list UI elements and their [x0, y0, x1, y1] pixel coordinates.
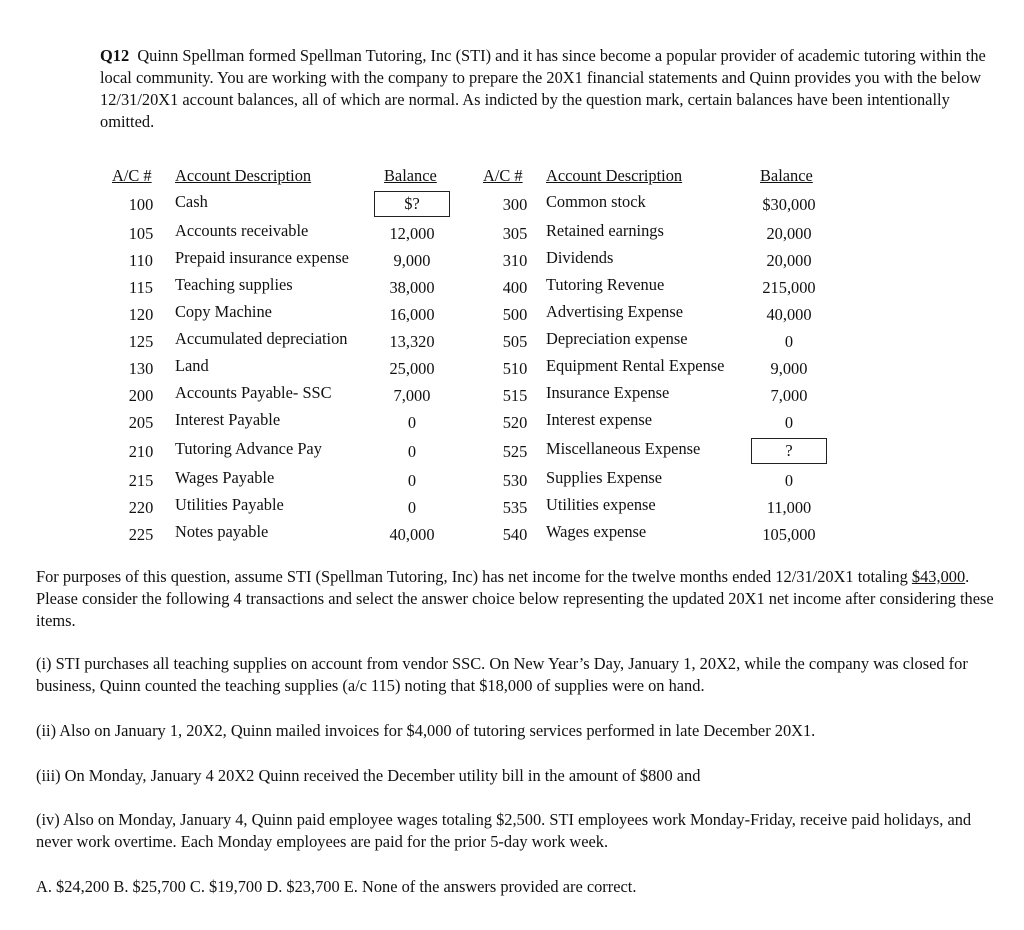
account-number: 515 [502, 386, 528, 405]
account-number: 520 [502, 413, 528, 432]
header-desc-right: Account Description [546, 166, 683, 185]
account-number: 130 [128, 359, 154, 378]
net-income-amount: $43,000 [911, 567, 966, 586]
account-balance: 0 [407, 498, 417, 517]
account-description: Miscellaneous Expense [546, 439, 701, 458]
account-description: Teaching supplies [175, 275, 293, 294]
account-balance: 16,000 [389, 305, 435, 324]
account-balance: 0 [407, 413, 417, 432]
header-ac-right: A/C # [483, 166, 523, 185]
account-description: Equipment Rental Expense [546, 356, 725, 375]
account-description: Wages Payable [175, 468, 275, 487]
account-number: 105 [128, 224, 154, 243]
account-number: 535 [502, 498, 528, 517]
net-income-statement [36, 566, 1001, 632]
account-description: Interest expense [546, 410, 653, 429]
header-balance-right: Balance [760, 166, 813, 185]
account-number: 400 [502, 278, 528, 297]
account-balance: 40,000 [766, 305, 812, 324]
account-description: Utilities expense [546, 495, 656, 514]
header-desc-left: Account Description [175, 166, 312, 185]
summary-before: For purposes of this question, assume STI (Spellman Tutoring, Inc) has net income for the twelve months ended 12/31/20X1 totaling [36, 567, 912, 586]
account-description: Retained earnings [546, 221, 664, 240]
header-balance-left: Balance [384, 166, 437, 185]
account-balance: 105,000 [762, 525, 816, 544]
account-description: Tutoring Revenue [546, 275, 665, 294]
account-number: 500 [502, 305, 528, 324]
account-number: 505 [502, 332, 528, 351]
account-balance: 20,000 [766, 224, 812, 243]
transaction-item: (iv) Also on Monday, January 4, Quinn paid employee wages totaling $2,500. STI employees work Monday-Friday, receive paid holidays, and never work overtime. Each Monday employees are paid for the prior 5-day work week. [36, 810, 972, 851]
account-balance: 7,000 [770, 386, 808, 405]
account-balance: 9,000 [770, 359, 808, 378]
account-number: 110 [129, 251, 153, 270]
account-balance: 215,000 [762, 278, 816, 297]
account-balance: 11,000 [766, 498, 812, 517]
account-description: Interest Payable [175, 410, 281, 429]
account-description: Insurance Expense [546, 383, 670, 402]
account-number: 115 [129, 278, 153, 297]
account-balance: $30,000 [762, 195, 816, 214]
account-number: 225 [128, 525, 154, 544]
answer-choices: A. $24,200 B. $25,700 C. $19,700 D. $23,700 E. None of the answers provided are correct. [36, 877, 637, 896]
account-description: Common stock [546, 192, 646, 211]
question-number: Q12 [100, 46, 130, 65]
account-balance: 20,000 [766, 251, 812, 270]
question-text: Quinn Spellman formed Spellman Tutoring, Inc (STI) and it has since become a popular provider of academic tutoring within the local community. You are working with the company to prepare the 20X1 financial statements and Quinn provides you with the below 12/31/20X1 account balances, all of which are normal. As indicted by the question mark, certain balances have been intentionally omitted. [100, 46, 986, 131]
question-intro [100, 45, 1005, 133]
transaction-item: (i) STI purchases all teaching supplies on account from vendor SSC. On New Year’s Day, January 1, 20X2, while the company was closed for business, Quinn counted the teaching supplies (a/c 115) noting that $18,000 of supplies were on hand. [36, 654, 968, 695]
account-balance: 7,000 [393, 386, 431, 405]
account-number: 120 [128, 305, 154, 324]
header-ac-left: A/C # [112, 166, 152, 185]
account-description: Cash [175, 192, 208, 211]
account-balance: 0 [407, 471, 417, 490]
account-balance: 0 [407, 442, 417, 461]
account-number: 530 [502, 471, 528, 490]
account-balance: 25,000 [389, 359, 435, 378]
account-number: 125 [128, 332, 154, 351]
account-number: 305 [502, 224, 528, 243]
account-balance: 9,000 [393, 251, 431, 270]
account-balance: 40,000 [389, 525, 435, 544]
account-description: Accounts receivable [175, 221, 309, 240]
transaction-item: (ii) Also on January 1, 20X2, Quinn mailed invoices for $4,000 of tutoring services performed in late December 20X1. [36, 721, 816, 740]
account-balance: 0 [784, 413, 794, 432]
account-description: Depreciation expense [546, 329, 688, 348]
account-description: Notes payable [175, 522, 269, 541]
account-number: 310 [502, 251, 528, 270]
account-description: Prepaid insurance expense [175, 248, 349, 267]
account-description: Dividends [546, 248, 614, 267]
account-number: 200 [128, 386, 154, 405]
account-balance: 0 [784, 332, 794, 351]
account-number: 100 [128, 195, 154, 214]
account-description: Land [175, 356, 209, 375]
account-balance: 38,000 [389, 278, 435, 297]
account-balance-table [100, 162, 840, 552]
account-number: 540 [502, 525, 528, 544]
account-number: 525 [502, 442, 528, 461]
account-number: 300 [502, 195, 528, 214]
account-balance: 12,000 [389, 224, 435, 243]
account-description: Accounts Payable- SSC [175, 383, 332, 402]
account-description: Tutoring Advance Pay [175, 439, 322, 458]
account-description: Utilities Payable [175, 495, 284, 514]
account-number: 215 [128, 471, 154, 490]
account-description: Advertising Expense [546, 302, 684, 321]
account-number: 210 [128, 442, 154, 461]
account-description: Copy Machine [175, 302, 272, 321]
summary-after: . Please consider the following 4 transactions and select the answer choice below representing the updated 20X1 net income after considering these items. [36, 567, 994, 630]
omitted-balance-box: ? [751, 438, 827, 464]
account-number: 510 [502, 359, 528, 378]
account-description: Supplies Expense [546, 468, 663, 487]
transaction-item: (iii) On Monday, January 4 20X2 Quinn received the December utility bill in the amount of $800 and [36, 766, 701, 785]
account-balance: 0 [784, 471, 794, 490]
account-number: 220 [128, 498, 154, 517]
omitted-balance-box: $? [374, 191, 450, 217]
account-number: 205 [128, 413, 154, 432]
account-description: Wages expense [546, 522, 647, 541]
account-description: Accumulated depreciation [175, 329, 348, 348]
account-balance: 13,320 [389, 332, 435, 351]
